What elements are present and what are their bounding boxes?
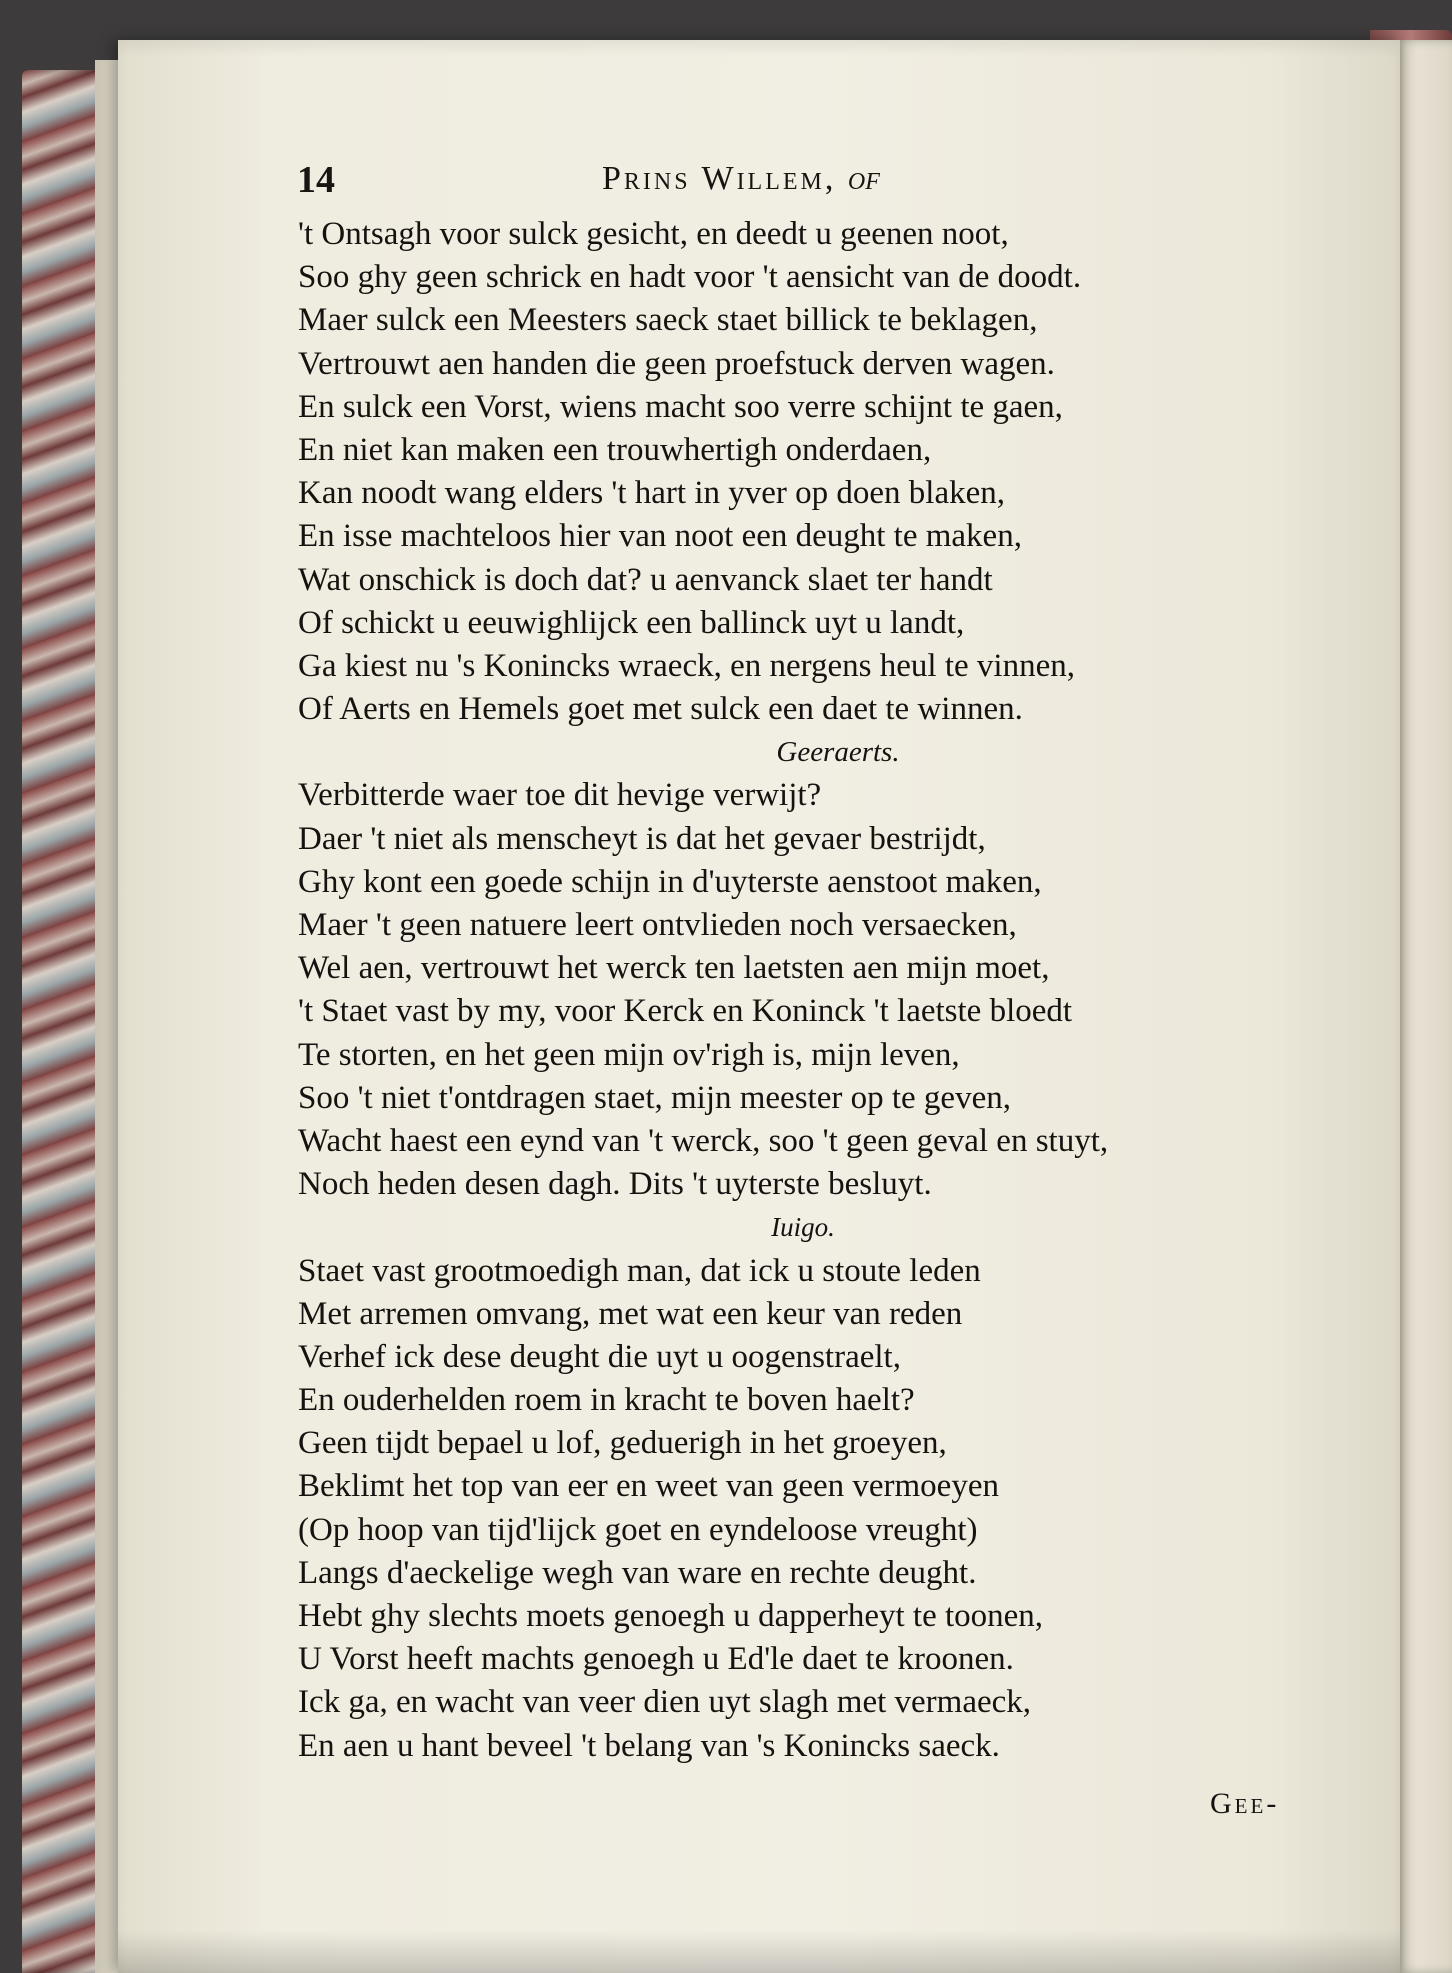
verse-line: Kan noodt wang elders 't hart in yver op doen blaken, <box>298 475 1006 512</box>
verse-line: Vertrouwt aen handen die geen proefstuck derven wagen. <box>298 345 1055 382</box>
verse-line: Of Aerts en Hemels goet met sulck een daet te winnen. <box>298 691 1023 728</box>
verse-line: U Vorst heeft machts genoegh u Ed'le daet te kroonen. <box>298 1641 1014 1678</box>
verse-line: Verbitterde waer toe dit hevige verwijt? <box>298 777 822 814</box>
speaker-heading-iuigo: Iuigo. <box>771 1212 835 1243</box>
verse-line: Maer 't geen natuere leert ontvlieden noch versaecken, <box>298 907 1017 943</box>
verse-text <box>298 213 1308 1768</box>
verse-line: Wel aen, vertrouwt het werck ten laetsten aen mijn moet, <box>298 950 1050 987</box>
verse-line: Soo 't niet t'ontdragen staet, mijn meester op te geven, <box>298 1079 1011 1116</box>
verse-line: En ouderhelden roem in kracht te boven haelt? <box>298 1382 915 1419</box>
running-title <box>602 160 880 198</box>
running-title-text: Prins Willem, <box>602 160 837 197</box>
verse-line: Langs d'aeckelige wegh van ware en rechte deught. <box>298 1554 977 1591</box>
verse-line: Of schickt u eeuwighlijck een ballinck uyt u landt, <box>298 604 965 641</box>
page-number: 14 <box>297 159 335 201</box>
verse-line: Ghy kont een goede schijn in d'uyterste aenstoot maken, <box>298 863 1042 900</box>
verse-line: Wat onschick is doch dat? u aenvanck slaet ter handt <box>298 561 993 598</box>
verse-line: Noch heden desen dagh. Dits 't uyterste besluyt. <box>298 1166 932 1203</box>
verse-line: 't Staet vast by my, voor Kerck en Koninck 't laetste bloedt <box>298 993 1073 1030</box>
verse-line: Wacht haest een eynd van 't werck, soo 't geen geval en stuyt, <box>298 1122 1109 1159</box>
verse-line: Daer 't niet als menscheyt is dat het gevaer bestrijdt, <box>298 820 986 857</box>
verse-line: Ga kiest nu 's Konincks wraeck, en nergens heul te vinnen, <box>298 647 1075 684</box>
verse-line: Hebt ghy slechts moets genoegh u dapperheyt te toonen, <box>298 1598 1044 1634</box>
verse-line: (Op hoop van tijd'lijck goet en eyndeloose vreught) <box>298 1511 978 1548</box>
verse-line: 't Ontsagh voor sulck gesicht, en deedt u geenen noot, <box>298 216 1009 252</box>
speaker-heading-geeraerts: Geeraerts. <box>776 736 900 769</box>
verse-line: En sulck een Vorst, wiens macht soo verre schijnt te gaen, <box>298 388 1063 425</box>
verse-line: Geen tijdt bepael u lof, geduerigh in het groeyen, <box>298 1425 947 1462</box>
verse-line: Maer sulck een Meesters saeck staet billick te beklagen, <box>298 302 1038 339</box>
page-bottom-shadow <box>118 1930 1400 1973</box>
verse-line: Beklimt het top van eer en weet van geen vermoeyen <box>298 1468 999 1505</box>
verse-block-3 <box>298 1250 1308 1768</box>
verse-block-2 <box>298 774 1308 1206</box>
verse-line: Staet vast grootmoedigh man, dat ick u stoute leden <box>298 1252 981 1289</box>
verse-line: Ick ga, en wacht van veer dien uyt slagh met vermaeck, <box>298 1684 1032 1721</box>
verse-line: En aen u hant beveel 't belang van 's Konincks saeck. <box>298 1727 1000 1764</box>
verse-block-1 <box>298 213 1308 731</box>
verse-line: Met arremen omvang, met wat een keur van reden <box>298 1295 963 1332</box>
verse-line: Te storten, en het geen mijn ov'righ is, mijn leven, <box>298 1036 960 1073</box>
facing-page-edge <box>1395 40 1452 1973</box>
verse-line: Soo ghy geen schrick en hadt voor 't aensicht van de doodt. <box>298 259 1082 296</box>
catchword: Gee- <box>1210 1787 1280 1820</box>
page-header <box>297 158 1077 208</box>
verse-line: En niet kan maken een trouwhertigh onderdaen, <box>298 431 932 468</box>
verse-line: En isse machteloos hier van noot een deught te maken, <box>298 518 1022 555</box>
running-title-conj: of <box>847 160 880 197</box>
verse-line: Verhef ick dese deught die uyt u oogenstraelt, <box>298 1338 901 1375</box>
